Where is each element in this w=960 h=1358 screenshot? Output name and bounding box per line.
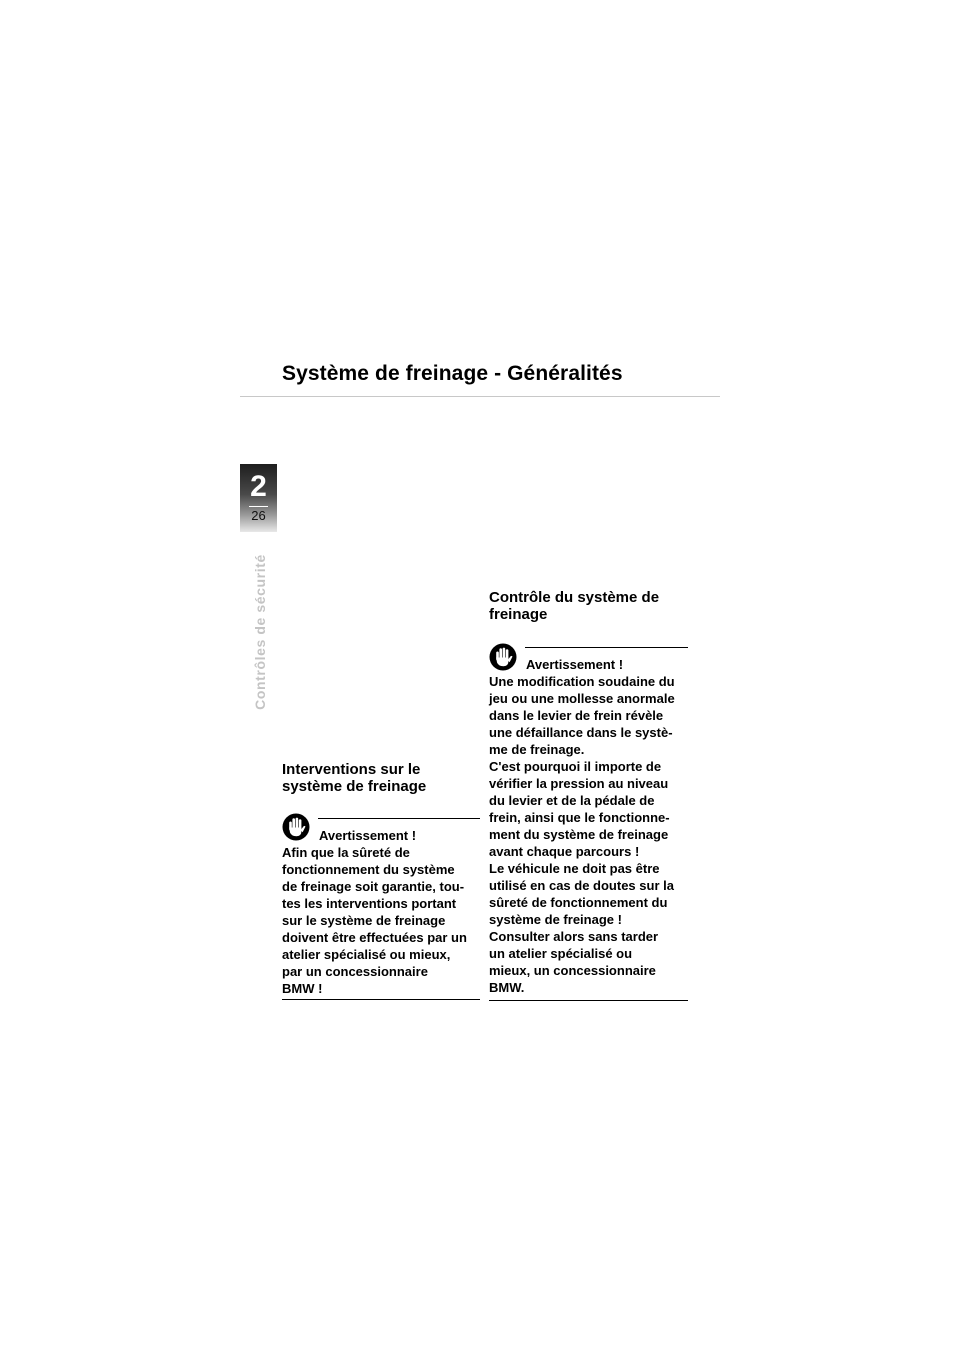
chapter-number: 2	[250, 470, 267, 503]
section-interventions	[282, 761, 480, 1001]
warning-title: Avertissement !	[526, 657, 624, 672]
section-heading: Interventions sur le système de freinage	[282, 761, 427, 795]
warning-title: Avertissement !	[319, 828, 417, 843]
section-heading: Contrôle du système de freinage	[489, 589, 660, 623]
section-controle	[489, 589, 688, 1001]
chapter-tab-divider	[249, 506, 268, 507]
chapter-tab	[240, 464, 277, 532]
warning-top-rule	[525, 647, 688, 648]
page-number: 26	[251, 508, 266, 523]
warning-bottom-rule	[282, 999, 480, 1000]
warning-bottom-rule	[489, 1000, 688, 1001]
warning-box	[489, 647, 688, 1001]
page-title: Système de freinage - Généralités	[282, 362, 623, 385]
warning-top-rule	[318, 818, 480, 819]
title-divider	[240, 396, 720, 397]
hand-stop-icon	[489, 643, 517, 671]
warning-body: Une modification soudaine du jeu ou une mollesse anormale dans le levier de frein révèle une défaillance dans le systè- me de freinage. C'est pourquoi il importe de vérifier la pression au niveau du levier et de la pédale de frein, ainsi que le fonctionne- ment du système de freinage avant chaque parcours ! Le véhicule ne doit pas être utilisé en cas de doutes sur la sûreté de fonctionnement du système de freinage ! Consulter alors sans tarder un atelier spécialisé ou mieux, un concessionnaire BMW.	[489, 674, 675, 995]
hand-stop-icon	[282, 813, 310, 841]
warning-box	[282, 818, 480, 1000]
warning-body: Afin que la sûreté de fonctionnement du système de freinage soit garantie, tou- tes les interventions portant sur le système de freinage doivent être effectuées par un atelier spécialisé ou mieux, par un concessionnaire BMW !	[282, 845, 467, 996]
chapter-side-label: Contrôles de sécurité	[252, 554, 268, 710]
